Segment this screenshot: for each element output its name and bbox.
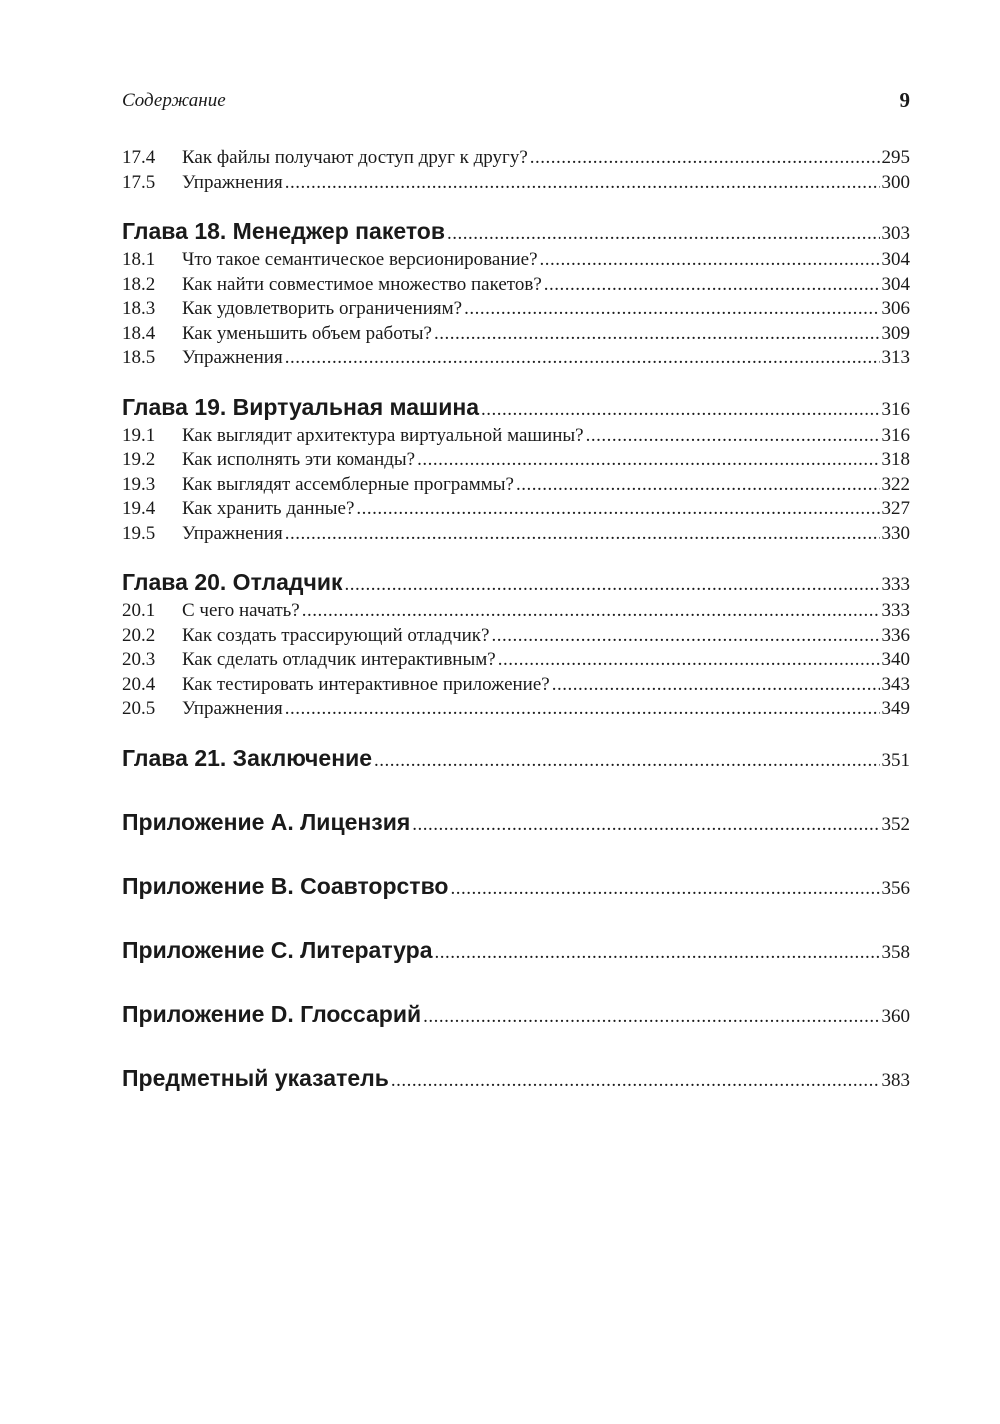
section-title: Как исполнять эти команды? <box>182 449 416 470</box>
section-title: Упражнения <box>182 698 283 719</box>
toc-entry-17-5[interactable] <box>122 171 910 196</box>
appendix-page: 358 <box>881 941 910 963</box>
dot-leader <box>434 322 880 347</box>
dot-leader <box>417 448 879 473</box>
toc-subject-index[interactable] <box>122 1064 910 1095</box>
section-number: 20.1 <box>122 600 156 621</box>
dot-leader <box>356 497 879 522</box>
dot-leader <box>412 811 879 839</box>
dot-leader <box>491 624 879 649</box>
appendix-title: Приложение B. Соавторство <box>122 872 449 899</box>
toc-chapter-20[interactable] <box>122 568 910 599</box>
running-header <box>122 88 910 118</box>
dot-leader <box>391 1067 880 1095</box>
section-number: 18.1 <box>122 249 156 270</box>
toc-appendix-b[interactable] <box>122 872 910 903</box>
section-title: Как файлы получают доступ друг к другу? <box>182 147 528 168</box>
toc-entry-18-3[interactable] <box>122 297 910 322</box>
chapter-title: Глава 21. Заключение <box>122 744 373 771</box>
dot-leader <box>285 522 880 547</box>
dot-leader <box>586 424 880 449</box>
section-title: Как найти совместимое множество пакетов? <box>182 273 542 295</box>
toc-entry-19-1[interactable] <box>122 424 910 449</box>
section-page: 304 <box>881 249 910 270</box>
toc-entry-19-5[interactable] <box>122 522 910 547</box>
toc-entry-18-1[interactable] <box>122 248 910 273</box>
chapter-title: Глава 20. Отладчик <box>122 569 343 595</box>
section-number: 20.4 <box>122 673 156 695</box>
dot-leader <box>285 697 880 722</box>
toc-appendix-a[interactable] <box>122 808 910 839</box>
toc-entry-17-4[interactable] <box>122 146 910 171</box>
section-number: 19.2 <box>122 449 156 470</box>
dot-leader <box>285 171 880 196</box>
section-number: 17.5 <box>122 171 156 193</box>
dot-leader <box>345 571 880 599</box>
toc-chapter-18[interactable] <box>122 217 910 248</box>
section-page: 304 <box>881 273 910 295</box>
dot-leader <box>285 346 880 371</box>
dot-leader <box>450 875 879 903</box>
section-number: 19.3 <box>122 473 156 495</box>
section-title: Упражнения <box>182 171 283 193</box>
index-title: Предметный указатель <box>122 1064 389 1091</box>
section-page: 327 <box>881 498 910 519</box>
section-title: Как тестировать интерактивное приложение? <box>182 673 550 695</box>
chapter-page: 351 <box>881 749 910 771</box>
section-number: 18.5 <box>122 347 156 368</box>
section-title: Как сделать отладчик интерактивным? <box>182 649 496 670</box>
toc-chapter-21[interactable] <box>122 744 910 775</box>
chapter-title: Глава 18. Менеджер пакетов <box>122 218 445 244</box>
chapter-page: 303 <box>881 223 910 244</box>
toc-entry-18-2[interactable] <box>122 273 910 298</box>
section-title: Как хранить данные? <box>182 498 355 519</box>
toc-entry-19-2[interactable] <box>122 448 910 473</box>
dot-leader <box>516 473 880 498</box>
section-number: 19.5 <box>122 522 156 544</box>
toc-entry-19-4[interactable] <box>122 497 910 522</box>
appendix-page: 356 <box>881 877 910 899</box>
section-title: Как выглядит архитектура виртуальной машины? <box>182 424 584 446</box>
toc-appendix-d[interactable] <box>122 1000 910 1031</box>
chapter-title: Глава 19. Виртуальная машина <box>122 393 480 420</box>
toc-appendix-c[interactable] <box>122 936 910 967</box>
toc-entry-19-3[interactable] <box>122 473 910 498</box>
dot-leader <box>544 273 880 298</box>
section-page: 343 <box>881 673 910 695</box>
section-number: 18.2 <box>122 273 156 295</box>
section-title: Упражнения <box>182 522 283 544</box>
section-title: Что такое семантическое версионирование? <box>182 249 538 270</box>
section-title: С чего начать? <box>182 600 300 621</box>
dot-leader <box>552 673 880 698</box>
section-number: 20.2 <box>122 624 156 646</box>
toc-entry-20-3[interactable] <box>122 648 910 673</box>
index-page: 383 <box>881 1069 910 1091</box>
appendix-title: Приложение A. Лицензия <box>122 808 411 835</box>
toc-entry-18-5[interactable] <box>122 346 910 371</box>
section-page: 322 <box>881 473 910 495</box>
section-title: Как удовлетворить ограничениям? <box>182 298 463 319</box>
section-number: 17.4 <box>122 147 156 168</box>
section-page: 340 <box>881 649 910 670</box>
appendix-page: 352 <box>881 813 910 835</box>
section-title: Упражнения <box>182 347 283 368</box>
dot-leader <box>302 599 880 624</box>
section-page: 349 <box>881 698 910 719</box>
section-number: 18.4 <box>122 322 156 344</box>
appendix-page: 360 <box>881 1005 910 1027</box>
chapter-page: 333 <box>881 574 910 595</box>
table-of-contents <box>122 146 910 1095</box>
section-number: 20.3 <box>122 649 156 670</box>
section-page: 318 <box>881 449 910 470</box>
section-page: 306 <box>881 298 910 319</box>
toc-entry-20-2[interactable] <box>122 624 910 649</box>
section-page: 316 <box>881 424 910 446</box>
dot-leader <box>374 747 879 775</box>
page-number: 9 <box>899 88 910 112</box>
chapter-page: 316 <box>881 398 910 420</box>
dot-leader <box>447 220 880 248</box>
appendix-title: Приложение D. Глоссарий <box>122 1000 422 1027</box>
section-page: 330 <box>881 522 910 544</box>
section-page: 333 <box>881 600 910 621</box>
section-page: 295 <box>881 147 910 168</box>
dot-leader <box>423 1003 879 1031</box>
dot-leader <box>530 146 880 171</box>
dot-leader <box>540 248 880 273</box>
section-page: 313 <box>881 347 910 368</box>
section-page: 309 <box>881 322 910 344</box>
section-number: 19.4 <box>122 498 156 519</box>
section-title: Как создать трассирующий отладчик? <box>182 624 490 646</box>
appendix-title: Приложение C. Литература <box>122 936 433 963</box>
section-number: 20.5 <box>122 698 156 719</box>
toc-entry-20-4[interactable] <box>122 673 910 698</box>
toc-entry-20-5[interactable] <box>122 697 910 722</box>
toc-entry-20-1[interactable] <box>122 599 910 624</box>
dot-leader <box>481 396 879 424</box>
section-page: 300 <box>881 171 910 193</box>
toc-page <box>122 88 910 1095</box>
toc-entry-18-4[interactable] <box>122 322 910 347</box>
section-number: 19.1 <box>122 424 156 446</box>
section-title: Как выглядят ассемблерные программы? <box>182 473 514 495</box>
dot-leader <box>435 939 880 967</box>
running-head-title: Содержание <box>122 90 226 111</box>
dot-leader <box>464 297 879 322</box>
section-title: Как уменьшить объем работы? <box>182 322 432 344</box>
dot-leader <box>498 648 880 673</box>
section-page: 336 <box>881 624 910 646</box>
toc-chapter-19[interactable] <box>122 393 910 424</box>
section-number: 18.3 <box>122 298 156 319</box>
